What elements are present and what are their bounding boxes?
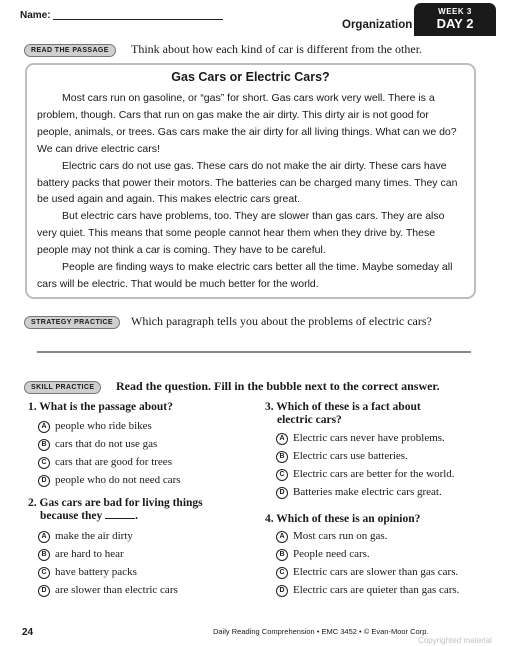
question-number: 4. — [265, 513, 274, 525]
answer-bubble[interactable]: A — [276, 433, 288, 445]
answer-bubble[interactable]: A — [38, 421, 50, 433]
answer-bubble[interactable]: D — [38, 585, 50, 597]
option-text: cars that do not use gas — [55, 438, 158, 450]
read-passage-instruction: Think about how each kind of car is different from the other. — [131, 42, 423, 56]
question-number: 3. — [265, 401, 274, 413]
question-text: Which of these is a fact about — [276, 401, 421, 413]
q3-option-d[interactable] — [276, 486, 442, 499]
day-label: DAY 2 — [436, 16, 474, 31]
question-text: electric cars? — [277, 414, 342, 426]
skill-practice-instruction: Read the question. Fill in the bubble next to the correct answer. — [116, 379, 440, 393]
q2-option-d[interactable] — [38, 584, 178, 597]
passage-paragraph: People are finding ways to make electric cars better all the time. Maybe someday all cars will be electric. That would be much better for the world. — [37, 261, 453, 290]
passage-body — [37, 90, 465, 293]
option-text: make the air dirty — [55, 530, 133, 542]
answer-bubble[interactable]: D — [276, 487, 288, 499]
q3-option-a[interactable] — [276, 432, 445, 445]
q1-option-a[interactable] — [38, 420, 152, 433]
answer-bubble[interactable]: D — [276, 585, 288, 597]
q2-option-b[interactable] — [38, 548, 124, 561]
q1-option-d[interactable] — [38, 474, 181, 487]
read-passage-label: READ THE PASSAGE — [24, 44, 116, 57]
q3-option-b[interactable] — [276, 450, 408, 463]
option-text: have battery packs — [55, 566, 137, 578]
answer-bubble[interactable]: C — [38, 457, 50, 469]
q4-option-b[interactable] — [276, 548, 370, 561]
question-1 — [28, 401, 173, 414]
option-text: Electric cars use batteries. — [293, 450, 408, 462]
answer-bubble[interactable]: A — [38, 531, 50, 543]
option-text: Electric cars are better for the world. — [293, 468, 455, 480]
option-text: Electric cars are slower than gas cars. — [293, 566, 459, 578]
answer-bubble[interactable]: B — [276, 549, 288, 561]
question-text: Gas cars are bad for living things — [39, 497, 203, 509]
question-2: 2. Gas cars are bad for living things because they . — [28, 497, 203, 522]
option-text: cars that are good for trees — [55, 456, 172, 468]
copyright-watermark: Copyrighted material — [418, 636, 492, 645]
option-text: Electric cars are quieter than gas cars. — [293, 584, 460, 596]
question-number: 1. — [28, 401, 37, 413]
option-text: are hard to hear — [55, 548, 124, 560]
option-text: Electric cars never have problems. — [293, 432, 445, 444]
option-text: people who do not need cars — [55, 474, 181, 486]
strategy-practice-question: Which paragraph tells you about the problems of electric cars? — [131, 314, 432, 328]
q1-option-c[interactable] — [38, 456, 172, 469]
option-text: People need cars. — [293, 548, 370, 560]
answer-bubble[interactable]: D — [38, 475, 50, 487]
week-day-tab — [414, 3, 496, 36]
answer-bubble[interactable]: C — [38, 567, 50, 579]
q1-option-b[interactable] — [38, 438, 157, 451]
option-text: are slower than electric cars — [55, 584, 178, 596]
q4-option-a[interactable] — [276, 530, 387, 543]
option-text: people who ride bikes — [55, 420, 152, 432]
answer-bubble[interactable]: A — [276, 531, 288, 543]
q3-option-c[interactable] — [276, 468, 455, 481]
name-label: Name: — [20, 10, 51, 21]
answer-bubble[interactable]: C — [276, 567, 288, 579]
page-number: 24 — [22, 627, 34, 638]
question-text: What is the passage about? — [39, 401, 173, 413]
footer-credit: Daily Reading Comprehension • EMC 3452 • © Evan-Moor Corp. — [213, 627, 429, 636]
q2-option-c[interactable] — [38, 566, 137, 579]
passage-paragraph: Electric cars do not use gas. These cars do not make the air dirty. These cars have battery packs that power their motors. The batteries can be charged many times. They can be used again and again. This makes electric cars great. — [37, 159, 458, 206]
skill-practice-label: SKILL PRACTICE — [24, 381, 101, 394]
strategy-answer-line[interactable] — [37, 351, 471, 353]
strategy-practice-label: STRATEGY PRACTICE — [24, 316, 120, 329]
passage-title: Gas Cars or Electric Cars? — [171, 70, 330, 84]
section-label: Organization — [342, 19, 413, 31]
fill-in-blank — [105, 518, 135, 519]
week-label: WEEK 3 — [438, 7, 472, 16]
question-4 — [265, 513, 420, 526]
question-text: Which of these is an opinion? — [276, 513, 421, 525]
option-text: Most cars run on gas. — [293, 530, 388, 542]
passage-paragraph: But electric cars have problems, too. They are slower than gas cars. They are also very quiet. This means that some people cannot hear them when they drive by. These people may not think a car is coming. They have to be careful. — [37, 210, 445, 257]
q4-option-d[interactable] — [276, 584, 459, 597]
answer-bubble[interactable]: B — [276, 451, 288, 463]
question-text: because they — [40, 510, 103, 522]
q2-option-a[interactable] — [38, 530, 133, 543]
question-3 — [265, 401, 421, 427]
q4-option-c[interactable] — [276, 566, 458, 579]
answer-bubble[interactable]: B — [38, 439, 50, 451]
name-line[interactable] — [53, 19, 223, 20]
question-number: 2. — [28, 497, 37, 509]
passage-paragraph: Most cars run on gasoline, or “gas” for short. Gas cars work very well. There is a problem, though. Cars that run on gas make the air dirty. This dirty air is not good for people, animals, or trees. Gas cars make the air dirty for all living things. What can we do? We can drive electric cars! — [37, 92, 457, 155]
answer-bubble[interactable]: B — [38, 549, 50, 561]
option-text: Batteries make electric cars great. — [293, 486, 442, 498]
answer-bubble[interactable]: C — [276, 469, 288, 481]
